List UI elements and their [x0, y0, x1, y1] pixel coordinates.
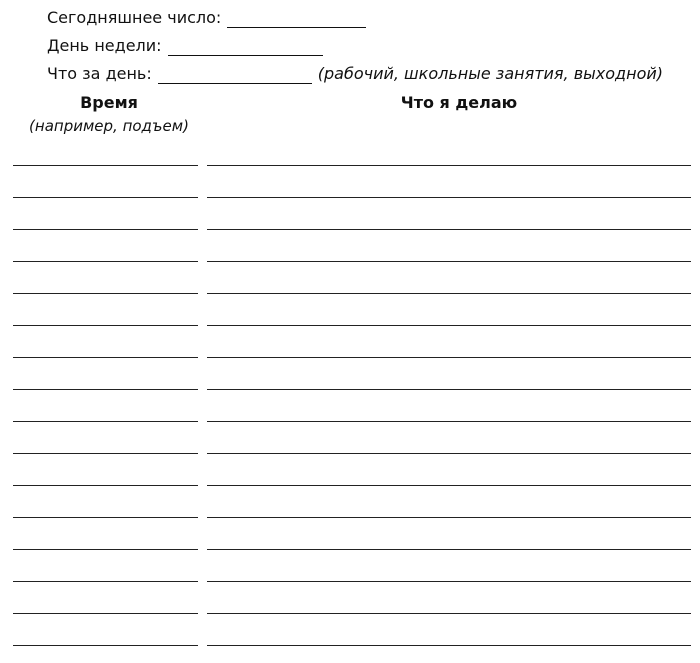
- date-label: Сегодняшнее число:: [47, 8, 222, 27]
- time-entry-line[interactable]: [13, 261, 198, 262]
- activity-entry-line[interactable]: [207, 581, 691, 582]
- activity-entry-line[interactable]: [207, 613, 691, 614]
- time-entry-line[interactable]: [13, 229, 198, 230]
- time-entry-line[interactable]: [13, 325, 198, 326]
- time-entry-line[interactable]: [13, 453, 198, 454]
- daytype-label: Что за день:: [47, 64, 152, 83]
- activity-entry-line[interactable]: [207, 325, 691, 326]
- activity-entry-line[interactable]: [207, 357, 691, 358]
- time-column-example: (например, подъем): [29, 117, 189, 135]
- time-entry-line[interactable]: [13, 197, 198, 198]
- activity-entry-line[interactable]: [207, 421, 691, 422]
- activity-entry-line[interactable]: [207, 549, 691, 550]
- time-entry-line[interactable]: [13, 357, 198, 358]
- activity-entry-line[interactable]: [207, 645, 691, 646]
- activity-entry-line[interactable]: [207, 389, 691, 390]
- time-entry-line[interactable]: [13, 613, 198, 614]
- activity-entry-line[interactable]: [207, 229, 691, 230]
- time-entry-line[interactable]: [13, 549, 198, 550]
- activity-entry-line[interactable]: [207, 293, 691, 294]
- time-entry-line[interactable]: [13, 581, 198, 582]
- activity-column-header: Что я делаю: [400, 93, 518, 112]
- weekday-label: День недели:: [47, 36, 162, 55]
- daytype-hint: (рабочий, школьные занятия, выходной): [317, 64, 663, 83]
- time-entry-line[interactable]: [13, 389, 198, 390]
- time-column-header: Время: [80, 93, 138, 112]
- activity-entry-line[interactable]: [207, 453, 691, 454]
- time-entry-line[interactable]: [13, 165, 198, 166]
- activity-entry-line[interactable]: [207, 485, 691, 486]
- time-entry-line[interactable]: [13, 421, 198, 422]
- activity-entry-line[interactable]: [207, 517, 691, 518]
- time-entry-line[interactable]: [13, 485, 198, 486]
- activity-entry-line[interactable]: [207, 165, 691, 166]
- activity-entry-line[interactable]: [207, 261, 691, 262]
- time-entry-line[interactable]: [13, 517, 198, 518]
- time-entry-line[interactable]: [13, 645, 198, 646]
- activity-entry-line[interactable]: [207, 197, 691, 198]
- time-entry-line[interactable]: [13, 293, 198, 294]
